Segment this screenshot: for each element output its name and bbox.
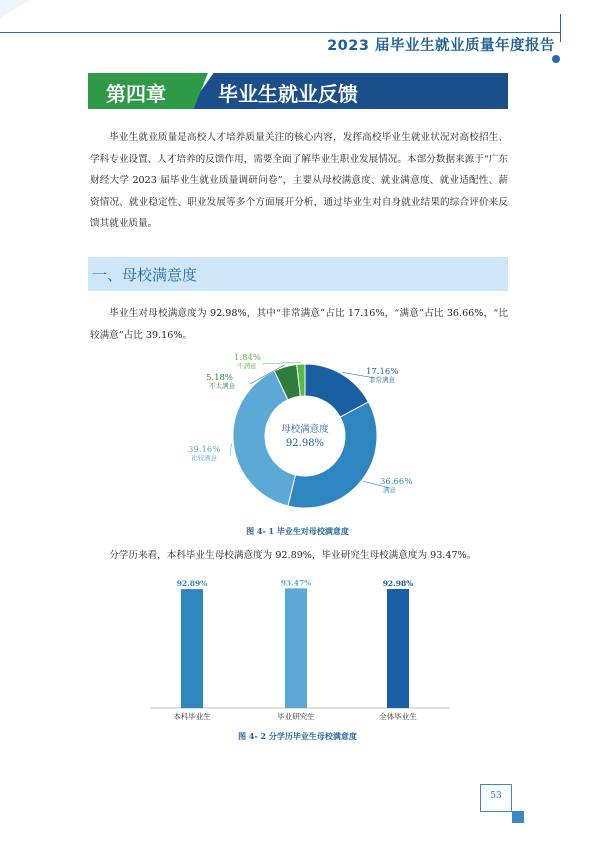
- chapter-number: 第四章: [106, 82, 166, 106]
- page-number: 53: [490, 791, 502, 801]
- bar-value-label-1: 93.47%: [280, 578, 312, 588]
- bar-category-label-1: 毕业研究生: [277, 712, 315, 721]
- donut-label-4: 不满意: [237, 362, 257, 370]
- figure-caption-2: 图 4- 2 分学历毕业生母校满意度: [238, 731, 357, 741]
- chapter-title: 毕业生就业反馈: [218, 82, 358, 106]
- donut-label-1: 满意: [383, 486, 396, 494]
- donut-center-value: 92.98%: [285, 438, 325, 449]
- donut-label-0: 非常满意: [369, 376, 395, 384]
- donut-label-2: 比较满意: [191, 454, 217, 462]
- bar-value-label-0: 92.89%: [176, 579, 208, 589]
- degree-paragraph: 分学历来看，本科毕业生母校满意度为 92.89%，毕业研究生母校满意度为 93.47%。: [109, 550, 477, 561]
- bar-2: [387, 589, 409, 708]
- page-number-box: [480, 784, 512, 812]
- bar-1: [285, 588, 307, 708]
- report-title: 2023 届毕业生就业质量年度报告: [327, 38, 555, 54]
- bar-category-label-0: 本科毕业生: [173, 712, 211, 721]
- bar-category-label-2: 全体毕业生: [379, 712, 417, 721]
- donut-pct-0: 17.16%: [366, 367, 399, 377]
- header-vertical-rule: [560, 14, 561, 42]
- chapter-banner: [88, 73, 508, 109]
- section-heading: [88, 257, 508, 291]
- donut-chart: [170, 352, 430, 520]
- intro-paragraph: 毕业生就业质量是高校人才培养质量关注的核心内容，发挥高校毕业生就业状况对高校招生、学科专业设置、人才培养的反馈作用，需要全面了解毕业生职业发展情况。本部分数据来源于“广东财经大学 2023 届毕业生就业质量调研问卷”，主要从母校满意度、就业满意度、就业适配性、薪资情况、就业稳定性、职业发展等多个方面展开分析，通过毕业生对自身就业结果的综合评价来反馈其就业质量。: [90, 132, 508, 229]
- donut-pct-4: 1.84%: [234, 353, 262, 363]
- donut-leader-4: [262, 362, 301, 364]
- bar-value-label-2: 92.98%: [382, 578, 414, 588]
- page-corner-square: [512, 811, 524, 823]
- header-rule: [0, 32, 560, 33]
- donut-pct-3: 5.18%: [206, 373, 234, 383]
- header-dot: [552, 55, 560, 63]
- donut-center-title: 母校满意度: [281, 424, 329, 435]
- bar-0: [181, 589, 203, 708]
- satisfaction-paragraph: 毕业生对母校满意度为 92.98%，其中“非常满意”占比 17.16%，“满意”占比 36.66%，“比较满意”占比 39.16%。: [90, 308, 508, 341]
- bar-chart: [120, 566, 480, 726]
- figure-caption-1: 图 4- 1 毕业生对母校满意度: [246, 526, 349, 536]
- donut-label-3: 不太满意: [209, 382, 235, 390]
- donut-pct-2: 39.16%: [188, 445, 221, 455]
- donut-leader-2: [230, 443, 231, 456]
- donut-slice-1: [285, 402, 377, 508]
- header-corner-decoration: [0, 0, 30, 32]
- donut-pct-1: 36.66%: [380, 477, 413, 487]
- section-title: 一、母校满意度: [92, 266, 198, 284]
